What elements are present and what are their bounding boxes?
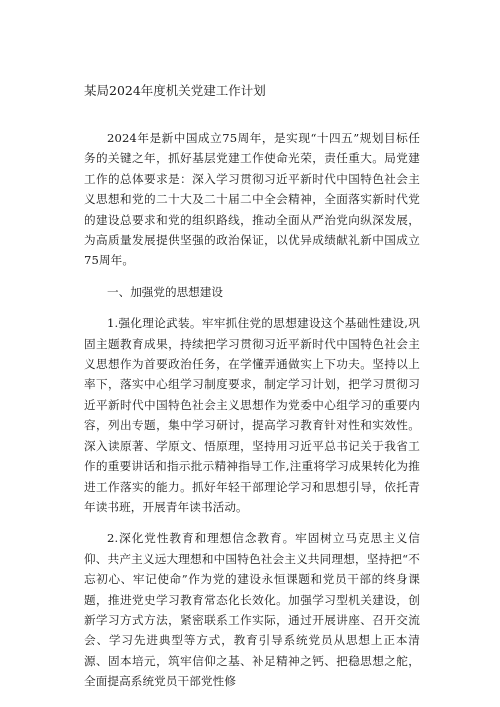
document-body <box>84 128 420 703</box>
item-paragraph-1: 1.强化理论武装。牢牢抓住党的思想建设这个基础性建设,巩固主题教育成果，持续把学习贯彻习近平新时代中国特色社会主义思想作为首要政治任务，在学懂弄通做实上下功夫。坚持以上率下，落实中心组学习制度要求，制定学习计划，把学习贯彻习近平新时代中国特色社会主义思想作为党委中心组学习的重要内容，列出专题，集中学习研讨，提高学习教育针对性和实效性。深入读原著、学原文、悟原理，坚持用习近平总书记关于我省工作的重要讲话和指示批示精神指导工作,注重将学习成果转化为推进工作落实的能力。抓好年轻干部理论学习和思想引导，依托青年读书班，开展青年读书活动。 <box>84 316 420 514</box>
intro-paragraph: 2024年是新中国成立75周年，是实现“十四五”规划目标任务的关键之年，抓好基层党建工作使命光荣，责任重大。局党建工作的总体要求是：深入学习贯彻习近平新时代中国特色社会主义思想和党的二十大及二十届二中全会精神，全面落实新时代党的建设总要求和党的组织路线，推动全面从严治党向纵深发展，为高质量发展提供坚强的政治保证，以优异成绩献礼新中国成立75周年。 <box>84 131 420 268</box>
document-title: 某局2024年度机关党建工作计划 <box>84 83 266 98</box>
item-paragraph-2: 2.深化党性教育和理想信念教育。牢固树立马克思主义信仰、共产主义远大理想和中国特色社会主义共同理想，坚持把“不忘初心、牢记使命”作为党的建设永恒课题和党员干部的终身课题，推进党史学习教育常态化长效化。加强学习型机关建设，创新学习方式方法，紧密联系工作实际，通过开展讲座、召开交流会、学习先进典型等方式，教育引导系统党员从思想上正本清源、固本培元，筑牢信仰之基、补足精神之钙、把稳思想之舵，全面提高系统党员干部党性修 <box>84 531 420 689</box>
section-heading-1: 一、加强党的思想建设 <box>107 284 223 299</box>
